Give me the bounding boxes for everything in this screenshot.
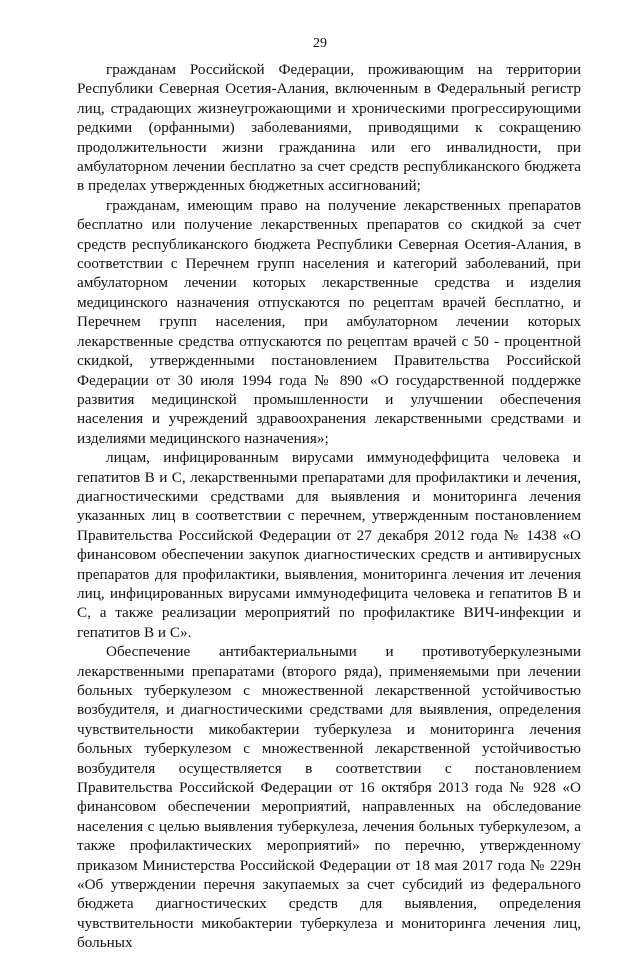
paragraph-rare-diseases: гражданам Российской Федерации, проживающим на территории Республики Северная Осетия-Алания, включенным в Федеральный регистр лиц, страдающих жизнеугрожающими и хроническими прогрессирующими редкими (орфанными) заболеваниями, приводящими к сокращению продолжительности жизни гражданина или его инвалидности, при амбулаторном лечении бесплатно за счет средств республиканского бюджета в пределах утвержденных бюджетных ассигнований;: [77, 61, 581, 195]
page-number: 29: [313, 36, 327, 51]
document-body: [77, 60, 581, 953]
paragraph-hiv-hepatitis: лицам, инфицированным вирусами иммунодеффицита человека и гепатитов В и С, лекарственными препаратами для профилактики и лечения, диагностическими средствами для выявления и мониторинга лечения указанных лиц в соответствии с перечнем, утвержденным постановлением Правительства Российской Федерации от 27 декабря 2012 года № 1438 «О финансовом обеспечении закупок диагностических средств и антивирусных препаратов для профилактики, выявления, мониторинга лечения ит лечения лиц, инфицированных вирусами иммунодефицита человека и гепатитов В и С, а также реализации мероприятий по профилактике ВИЧ-инфекции и гепатитов В и С».: [77, 449, 581, 641]
paragraph-discount-drugs: гражданам, имеющим право на получение лекарственных препаратов бесплатно или получение лекарственных препаратов со скидкой за счет средств республиканского бюджета Республики Северная Осетия-Алания, в соответствии с Перечнем групп населения и категорий заболеваний, при амбулаторном лечении которых лекарственные средства и изделия медицинского назначения отпускаются по рецептам врачей бесплатно, и Перечнем групп населения, при амбулаторном лечении которых лекарственные средства отпускаются по рецептам врачей с 50 - процентной скидкой, утвержденными постановлением Правительства Российской Федерации от 30 июля 1994 года № 890 «О государственной поддержке развития медицинской промышленности и улучшении обеспечения населения и учреждений здравоохранения лекарственными средствами и изделиями медицинского назначения»;: [77, 196, 581, 447]
paragraph-tuberculosis: Обеспечение антибактериальными и противотуберкулезными лекарственными препаратами (второго ряда), применяемыми при лечении больных туберкулезом с множественной лекарственной устойчивостью возбудителя, и диагностическими средствами для выявления, определения чувствительности микобактерии туберкулеза и мониторинга лечения больных туберкулезом с множественной лекарственной устойчивостью возбудителя осуществляется в соответствии с постановлением Правительства Российской Федерации от 16 октября 2013 года № 928 «О финансовом обеспечении мероприятий, направленных на обследование населения с целью выявления туберкулеза, лечения больных туберкулезом, а также профилактических мероприятий» по перечню, утвержденному приказом Министерства Российской Федерации от 18 мая 2017 года № 229н «Об утверждении перечня закупаемых за счет субсидий из федерального бюджета диагностических средств для выявления, определения чувствительности микобактерии туберкулеза и мониторинга лечения лиц, больных: [77, 643, 581, 952]
